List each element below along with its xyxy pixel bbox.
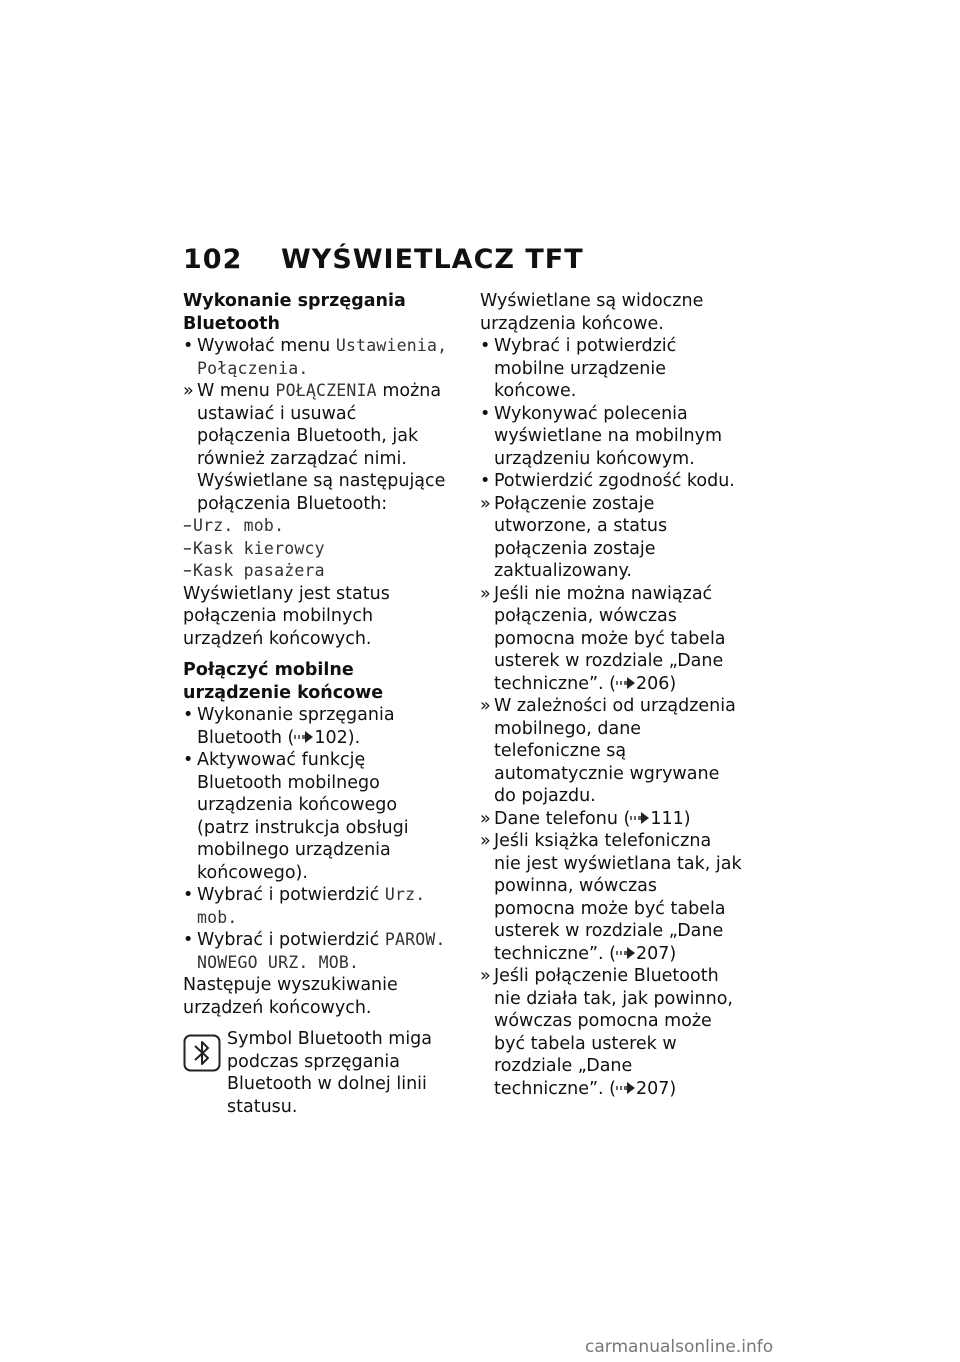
- menu-name: PAROW. NOWEGO URZ. MOB.: [197, 930, 446, 972]
- menu-path: Ustawienia, Połączenia.: [197, 336, 448, 378]
- list-item: • Wybrać i potwierdzić PAROW. NOWEGO URZ. MOB.: [183, 930, 446, 972]
- connection-item: – Kask pasażera: [183, 561, 325, 581]
- page-reference[interactable]: 102).: [314, 727, 361, 748]
- page-reference-arrow-icon: [616, 946, 636, 960]
- paragraph: Następuje wyszukiwanie urządzeń końcowych.: [183, 975, 398, 1018]
- result-item: » Dane telefonu ( 111): [480, 808, 691, 829]
- connection-item: – Kask kierowcy: [183, 538, 325, 559]
- result-item: » W zależności od urządzenia mobilnego, dane telefoniczne są automatycznie wgrywane do pojazdu.: [480, 696, 736, 806]
- menu-name: Urz. mob.: [197, 885, 426, 927]
- right-column: [480, 290, 742, 1100]
- result-item: » Jeśli nie można nawiązać połączenia, wówczas pomocna może być tabela usterek w rozdziale „Dane techniczne”. ( 206): [480, 583, 726, 694]
- page-reference-arrow-icon: [616, 1081, 636, 1095]
- section-heading-pairing: Wykonanie sprzęgania Bluetooth: [183, 291, 406, 334]
- page-reference-arrow-icon: [616, 676, 636, 690]
- page-reference[interactable]: 207): [635, 943, 677, 964]
- menu-name: POŁĄCZENIA: [275, 381, 377, 400]
- list-item: • Wykonywać polecenia wyświetlane na mobilnym urządzeniu końcowym.: [480, 403, 723, 469]
- bluetooth-note: [183, 1028, 451, 1118]
- paragraph: Wyświetlany jest status połączenia mobilnych urządzeń końcowych.: [183, 583, 390, 649]
- result-marker: »: [183, 381, 194, 401]
- bluetooth-icon: [183, 1034, 221, 1072]
- page-reference-arrow-icon: [294, 730, 314, 744]
- bluetooth-note-text: Symbol Bluetooth miga podczas sprzęgania Bluetooth w dolnej linii statusu.: [227, 1029, 433, 1117]
- page-reference[interactable]: 206): [635, 673, 677, 694]
- list-item: • Aktywować funkcję Bluetooth mobilnego urządzenia końcowego (patrz instrukcja obsługi mobilnego urządzenia końcowego).: [183, 750, 409, 883]
- page-number: 102: [183, 244, 243, 275]
- result-item: » Jeśli książka telefoniczna nie jest wyświetlana tak, jak powinna, wówczas pomocna może być tabela usterek w rozdziale „Dane techniczne”. ( 207): [480, 831, 742, 964]
- section-heading-connect: Połączyć mobilne urządzenie końcowe: [183, 660, 384, 703]
- list-item: • Wykonanie sprzęgania Bluetooth ( 102).: [183, 705, 395, 748]
- watermark: carmanualsonline.info: [585, 1337, 774, 1357]
- paragraph: Wyświetlane są widoczne urządzenia końcowe.: [480, 291, 704, 334]
- list-item: • Wywołać menu Ustawienia, Połączenia.: [183, 336, 448, 378]
- list-item: • Wybrać i potwierdzić mobilne urządzenie końcowe.: [480, 336, 677, 401]
- left-column: [183, 290, 451, 1118]
- page-reference[interactable]: 111): [650, 808, 691, 829]
- page-title: WYŚWIETLACZ TFT: [281, 244, 584, 275]
- list-item: • Wybrać i potwierdzić Urz. mob.: [183, 885, 426, 927]
- result-item: » Połączenie zostaje utworzone, a status połączenia zostaje zaktualizowany.: [480, 493, 668, 581]
- list-item: • Potwierdzić zgodność kodu.: [480, 471, 735, 491]
- page-reference[interactable]: 207): [635, 1078, 677, 1099]
- connection-item: – Urz. mob.: [183, 516, 285, 536]
- page-header: [183, 244, 584, 275]
- result-item: » W menu POŁĄCZENIA można ustawiać i usuwać połączenia Bluetooth, jak również zarządzać nimi. Wyświetlane są następujące połączenia Bluetooth:: [183, 381, 446, 514]
- result-item: » Jeśli połączenie Bluetooth nie działa tak, jak powinno, wówczas pomocna może być tabela usterek w rozdziale „Dane techniczne”. ( 207): [480, 966, 733, 1099]
- page-reference-arrow-icon: [630, 811, 650, 825]
- bullet-marker: •: [183, 336, 194, 356]
